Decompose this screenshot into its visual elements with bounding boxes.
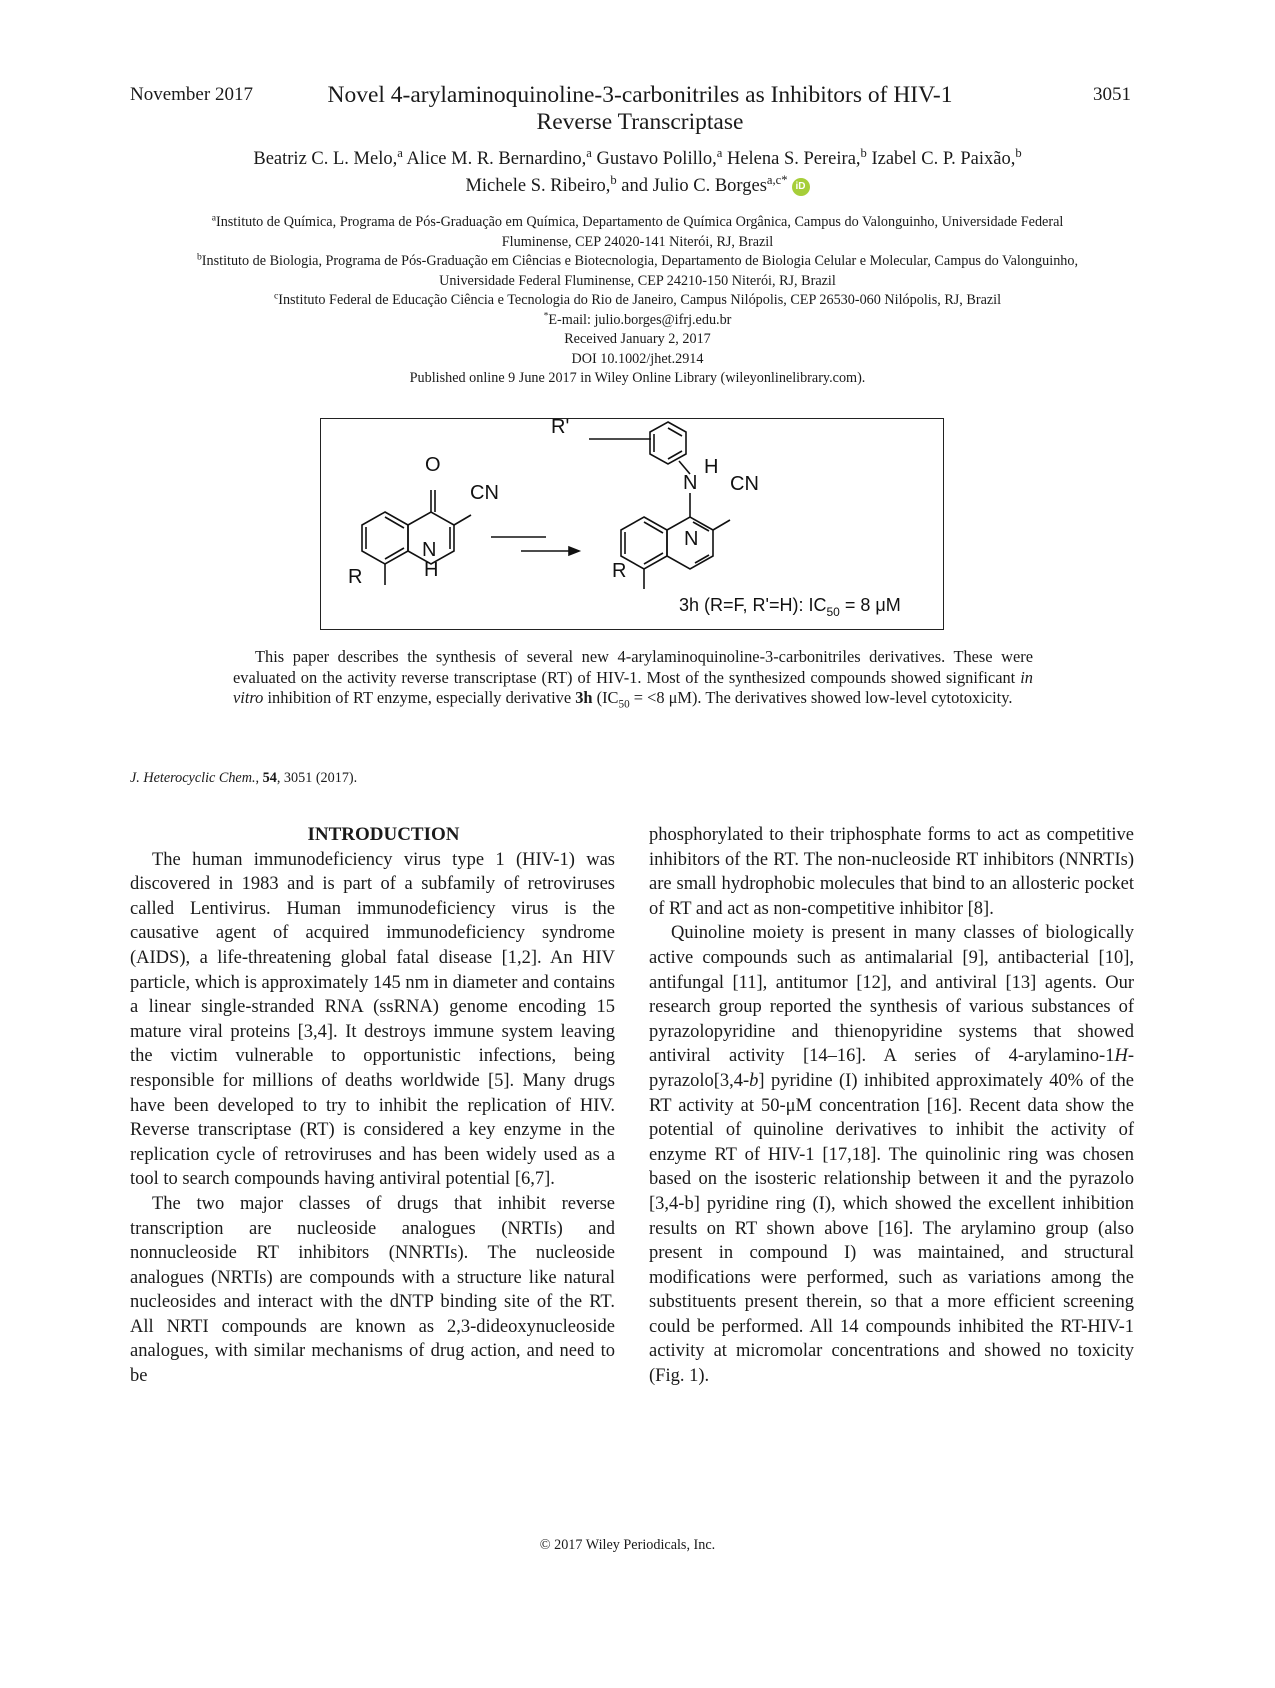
paragraph-text: ] pyridine (I) inhibited approximately 40% of the RT activity at 50-μM concentration [16]. Recent data show the potential of quinoline derivatives to inhibit the activity of enzyme RT of HIV-1 [17,18]. The quinolinic ring was chosen based on the isosteric relationship between it and the pyrazolo [3,4-b] pyridine ring (I), which showed the excellent inhibition results on RT shown above [16]. The arylamino group (also present in compound I) was maintained, and structural modifications were performed, such as variations among the substituents present therein, so that a more efficient screening could be performed. All 14 compounds inhibited the RT-HIV-1 activity at micromolar concentrations and showed no toxicity (Fig. 1). — [649, 1070, 1134, 1387]
label-r-right: R — [612, 560, 627, 582]
affiliation-a — [190, 213, 1085, 252]
author-name: Alice M. R. Bernardino, — [406, 149, 587, 169]
affiliations — [190, 213, 1085, 389]
label-h-amine: H — [704, 456, 719, 478]
abstract-text: (IC — [592, 688, 619, 707]
author-affil-mark: a — [716, 145, 723, 160]
abstract-italic: in vitro — [233, 667, 1033, 707]
abstract-subscript: 50 — [618, 698, 630, 711]
author-line-2 — [150, 173, 1125, 200]
label-n-amine: N — [683, 472, 698, 494]
body-column-left — [130, 823, 615, 1389]
journal-citation — [130, 770, 357, 787]
header-date: November 2017 — [130, 84, 253, 105]
label-n-left: N — [422, 539, 437, 561]
author-list — [150, 146, 1125, 200]
author-affil-mark: a — [586, 145, 592, 160]
paragraph: The human immunodeficiency virus type 1 (HIV-1) was discovered in 1983 and is part of a subfamily of retroviruses called Lentivirus. Human immunodeficiency virus is the causative agent of acquired immunodeficiency syndrome (AIDS), a life-threatening global fatal disease [1,2]. An HIV particle, which is approximately 145 nm in diameter and contains a linear single-stranded RNA (ssRNA) genome encoding 15 mature viral proteins [3,4]. It destroys immune system leaving the victim vulnerable to opportunistic infections, being responsible for millions of deaths worldwide [5]. Many drugs have been developed to try to inhibit the replication of HIV. Reverse transcriptase (RT) is considered a key enzyme in the replication cycle of retroviruses and has been widely used as a tool to search compounds having antiviral potential [6,7]. — [130, 849, 615, 1190]
paragraph: The two major classes of drugs that inhibit reverse transcription are nucleoside analogues (NRTIs) and nonnucleoside RT inhibitors (NNRTIs). The nucleoside analogues (NRTIs) are compounds with a structure like natural nucleosides and interact with the dNTP binding site of the RT. All NRTI compounds are known as 2,3-dideoxynucleoside analogues, with similar mechanisms of drug action, and need to be — [130, 1193, 615, 1387]
journal-volume: 54 — [262, 770, 277, 786]
paragraph-italic: b — [749, 1070, 759, 1091]
author-affil-mark: b — [610, 172, 617, 187]
paragraph-text: Quinoline moiety is present in many classes of biologically active compounds such as antimalarial [9], antibacterial [10], antifungal [11], antitumor [12], and antiviral [13] agents. Our research group reported the synthesis of various substances of pyrazolopyridine and thienopyridine systems that showed antiviral activity [14–16]. A series of 4-arylamino-1 — [649, 923, 1134, 1067]
body-column-right — [649, 823, 1134, 1389]
author-line-1 — [150, 146, 1125, 173]
graphical-abstract-scheme — [320, 418, 944, 630]
author-affil-mark: b — [1015, 145, 1022, 160]
citation-rest: , 3051 (2017). — [276, 770, 358, 786]
author-name: Beatriz C. L. Melo, — [253, 149, 398, 169]
orcid-icon[interactable]: iD — [792, 178, 810, 196]
affil-mark: c — [273, 290, 279, 302]
left-benzene-ring — [362, 512, 408, 564]
abstract-text: inhibition of RT enzyme, especially derivative — [263, 688, 576, 707]
corresponding-email — [190, 311, 1085, 331]
section-heading: INTRODUCTION — [307, 824, 460, 845]
cn-bond-left — [454, 515, 471, 525]
paper-title — [280, 82, 1000, 136]
journal-name: J. Heterocyclic Chem. — [130, 770, 256, 786]
author-name: Izabel C. P. Paixão, — [871, 149, 1016, 169]
affil-text: Instituto de Biologia, Programa de Pós-Graduação em Ciências e Biotecnologia, Departamento de Biologia Celular e Molecular, Campus do Valonguinho, Universidade Federal Fluminense, CEP 24210-150 Niterói, RJ, Brazil — [201, 253, 1079, 289]
copyright-footer: © 2017 Wiley Periodicals, Inc. — [539, 1537, 716, 1553]
doi[interactable]: DOI 10.1002/jhet.2914 — [571, 350, 704, 367]
citation-sep: , — [255, 770, 263, 786]
paragraph — [649, 921, 1134, 1388]
published-online: Published online 9 June 2017 in Wiley Online Library (wileyonlinelibrary.com). — [409, 370, 866, 386]
author-affil-mark: a — [397, 145, 403, 160]
label-h-left: H — [424, 559, 439, 581]
title-line-2: Reverse Transcriptase — [536, 109, 744, 135]
paragraph-text: -pyrazolo[3,4- — [649, 1046, 1134, 1091]
abstract-compound: 3h — [575, 688, 593, 707]
cn-bond-right — [713, 520, 730, 530]
affil-text: Instituto de Química, Programa de Pós-Graduação em Química, Departamento de Química Orgânica, Campus do Valonguinho, Universidade Federal Fluminense, CEP 24020-141 Niterói, RJ, Brazil — [215, 214, 1064, 250]
email-text[interactable]: E-mail: julio.borges@ifrj.edu.br — [548, 311, 732, 328]
label-r-left: R — [348, 566, 363, 588]
author-name: Michele S. Ribeiro, — [465, 176, 611, 196]
label-rprime: R' — [551, 419, 570, 438]
title-line-1: Novel 4-arylaminoquinoline-3-carbonitriles as Inhibitors of HIV-1 — [327, 82, 953, 108]
caption-subscript: 50 — [826, 605, 840, 619]
label-oxygen: O — [425, 454, 441, 476]
email-mark: * — [543, 309, 549, 321]
affil-text: Instituto Federal de Educação Ciência e Tecnologia do Rio de Janeiro, Campus Nilópolis, CEP 26530-060 Nilópolis, RJ, Brazil — [278, 292, 1002, 308]
affiliation-c — [190, 291, 1085, 311]
caption-suffix: = 8 μM — [839, 595, 901, 615]
author-name: and Julio C. Borges — [621, 176, 767, 196]
caption-prefix: 3h (R=F, R'=H): IC — [679, 595, 827, 615]
abstract-text: This paper describes the synthesis of several new 4-arylaminoquinoline-3-carbonitriles derivatives. These were evaluated on the activity reverse transcriptase (RT) of HIV-1. Most of the synthesized compounds showed significant — [233, 647, 1033, 687]
label-n-ring: N — [684, 528, 699, 550]
scheme-caption — [679, 595, 901, 619]
author-affil-mark: a,c* — [766, 172, 788, 187]
page-number: 3051 — [1093, 84, 1131, 105]
label-cn-left: CN — [470, 482, 499, 504]
paragraph-italic: H — [1114, 1046, 1128, 1067]
abstract-text: = <8 μM). The derivatives showed low-level cytotoxicity. — [629, 688, 1013, 707]
paragraph: phosphorylated to their triphosphate forms to act as competitive inhibitors of the RT. The non-nucleoside RT inhibitors (NNRTIs) are small hydrophobic molecules that bind to an allosteric pocket of RT and act as non-competitive inhibitor [8]. — [649, 825, 1134, 919]
label-cn-right: CN — [730, 473, 759, 495]
affiliation-b — [190, 252, 1085, 291]
abstract — [233, 647, 1033, 709]
right-benzene-ring — [621, 517, 667, 569]
author-name: Helena S. Pereira, — [726, 149, 861, 169]
arrow-head — [569, 547, 579, 555]
author-name: Gustavo Polillo, — [596, 149, 717, 169]
received-date: Received January 2, 2017 — [564, 331, 711, 347]
affil-mark: b — [196, 251, 202, 263]
reaction-scheme-svg — [321, 419, 943, 629]
affil-mark: a — [211, 212, 216, 224]
author-affil-mark: b — [860, 145, 867, 160]
